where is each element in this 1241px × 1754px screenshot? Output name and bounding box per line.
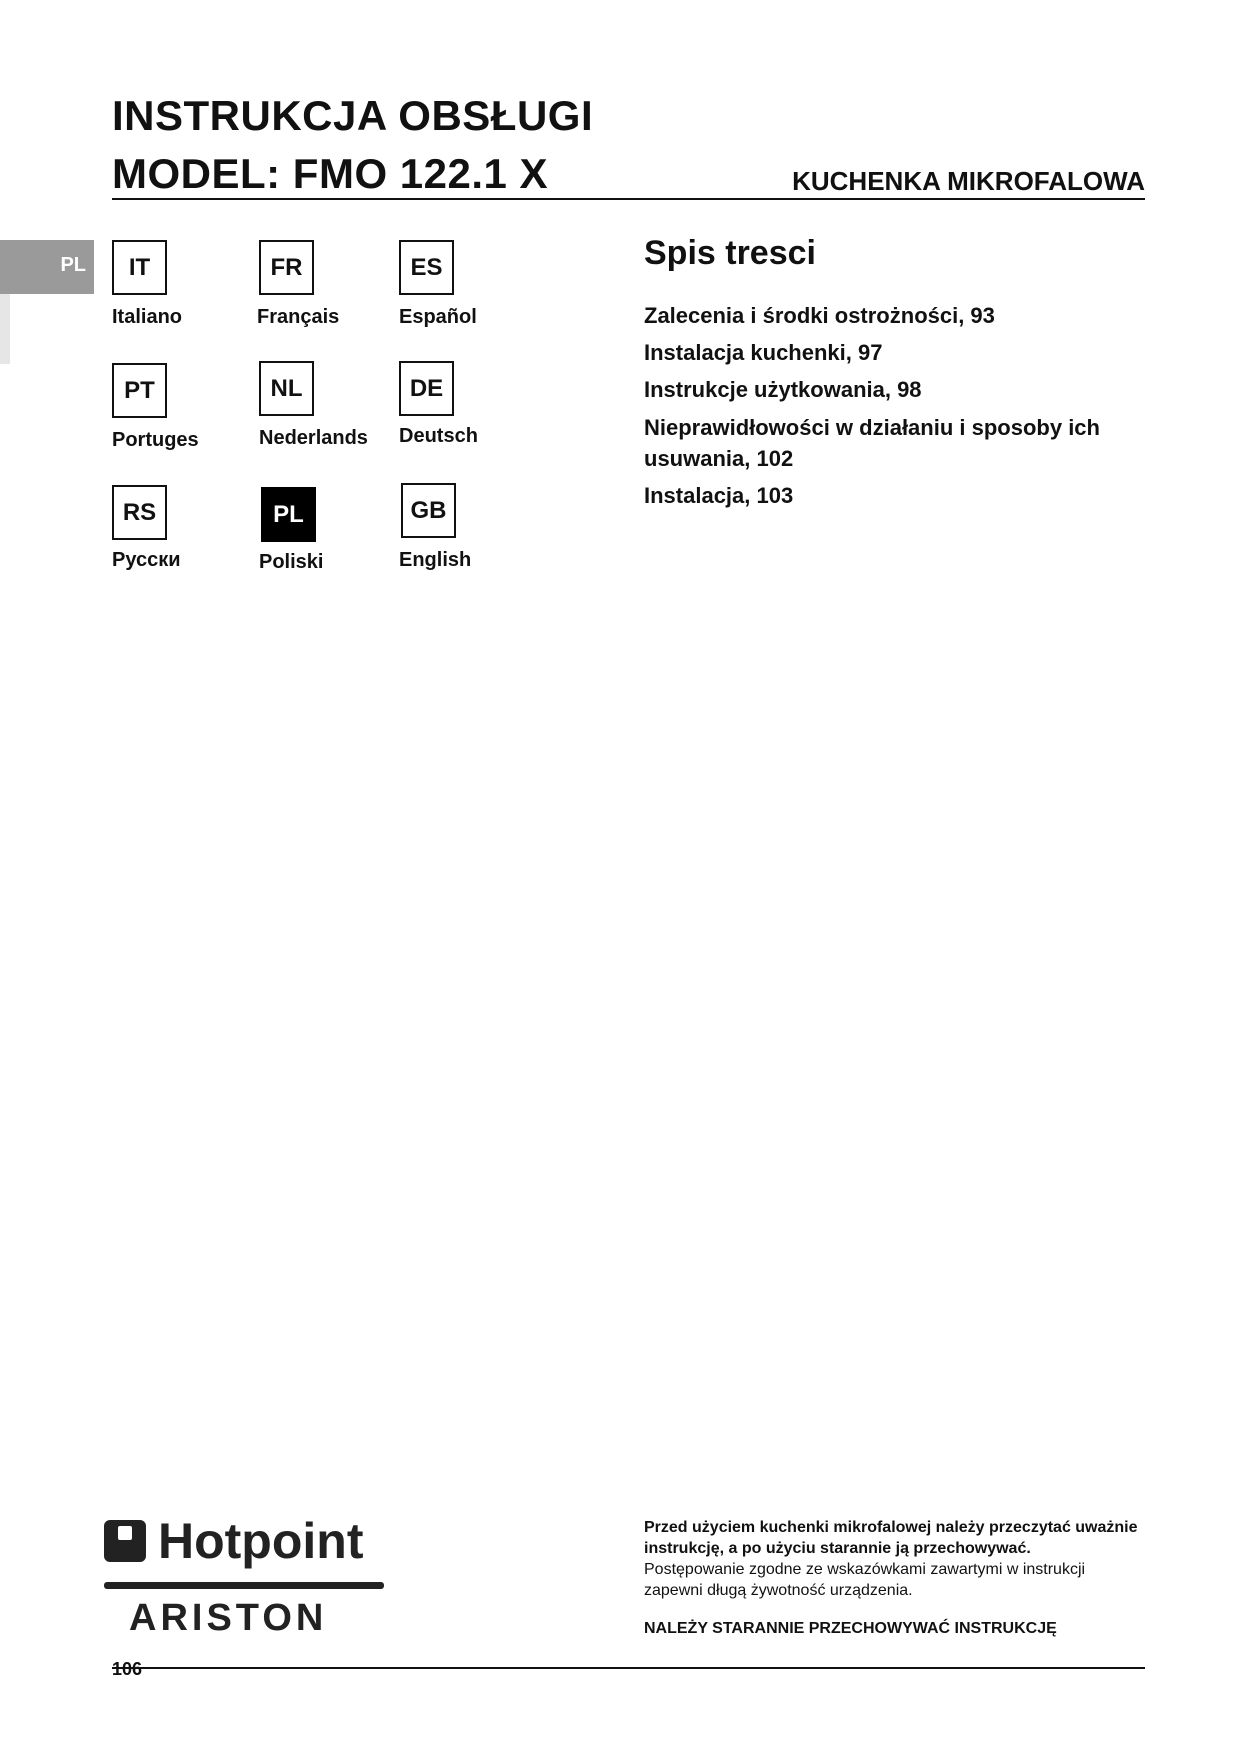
toc-item[interactable]: Zalecenia i środki ostrożności, 93 [644, 303, 995, 328]
language-box-gb[interactable]: GB [401, 483, 456, 538]
language-label-de: Deutsch [399, 425, 478, 447]
notice-warning: Przed użyciem kuchenki mikrofalowej należy przeczytać uważnie instrukcję, a po użyciu starannie ją przechowywać. [644, 1519, 1138, 1557]
language-box-fr[interactable]: FR [259, 240, 314, 295]
hotpoint-ariston-logo [102, 1518, 392, 1638]
language-label-pt: Portuges [112, 429, 199, 451]
page-number: 106 [112, 1659, 143, 1679]
side-tab-label: PL [60, 254, 86, 276]
toc-title: Spis tresci [644, 234, 816, 272]
language-box-pl[interactable]: PL [261, 487, 316, 542]
model-title: MODEL: FMO 122.1 X [112, 150, 549, 197]
sub-brand-text: ARISTON [129, 1597, 328, 1638]
brand-text: Hotpoint [158, 1518, 364, 1569]
language-box-pt[interactable]: PT [112, 363, 167, 418]
product-name: KUCHENKA MIKROFALOWA [792, 166, 1145, 196]
language-box-nl[interactable]: NL [259, 361, 314, 416]
notice-text: Postępowanie zgodne ze wskazówkami zawartymi w instrukcji zapewni długą żywotność urządzenia. [644, 1561, 1086, 1599]
language-box-rs[interactable]: RS [112, 485, 167, 540]
language-label-gb: English [399, 549, 472, 571]
language-box-de[interactable]: DE [399, 361, 454, 416]
toc-item[interactable]: Instalacja kuchenki, 97 [644, 340, 883, 365]
side-strip [0, 294, 10, 364]
language-label-rs: Русски [112, 549, 181, 571]
language-label-es: Español [399, 306, 477, 328]
document-title: INSTRUKCJA OBSŁUGI [112, 92, 594, 139]
language-side-tab [0, 240, 94, 294]
toc-item[interactable]: Instrukcje użytkowania, 98 [644, 377, 922, 402]
footer-divider [112, 1667, 1145, 1669]
language-box-it[interactable]: IT [112, 240, 167, 295]
language-label-nl: Nederlands [259, 427, 368, 449]
keep-instructions-notice: NALEŻY STARANNIE PRZECHOWYWAĆ INSTRUKCJĘ [644, 1620, 1057, 1637]
header-divider [112, 198, 1145, 200]
language-box-es[interactable]: ES [399, 240, 454, 295]
language-label-fr: Français [257, 306, 340, 328]
toc-item[interactable]: Instalacja, 103 [644, 483, 794, 508]
language-label-pl: Poliski [259, 551, 324, 573]
toc-item[interactable]: Nieprawidłowości w działaniu i sposoby ich usuwania, 102 [644, 415, 1100, 471]
language-label-it: Italiano [112, 306, 183, 328]
